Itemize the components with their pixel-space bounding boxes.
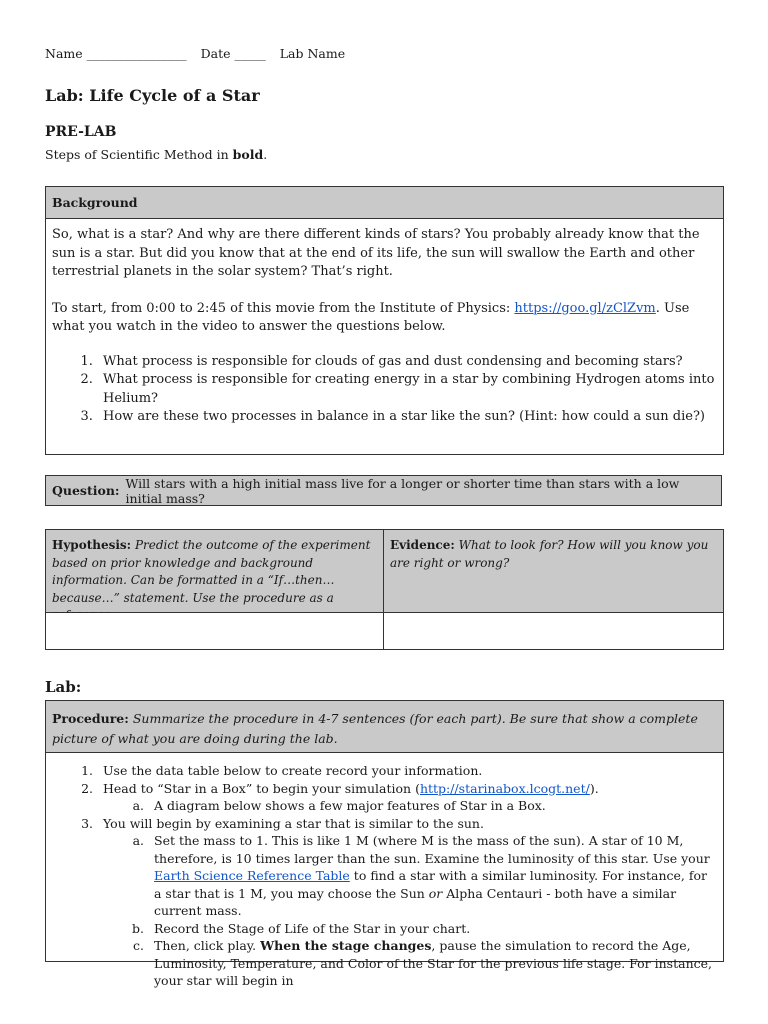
background-paragraph-1: So, what is a star? And why are there different kinds of stars? You probably already know that the sun is a star. But did you know that at the end of its life, the sun will swallow the Earth and other terrestrial planets in the solar system? That’s right. <box>52 227 700 279</box>
evidence-answer-cell[interactable] <box>384 613 723 649</box>
reference-table-link[interactable]: Earth Science Reference Table <box>154 868 350 883</box>
question-item: 1. What process is responsible for clouds of gas and dust condensing and becoming stars? <box>97 353 717 372</box>
procedure-box <box>45 700 724 988</box>
background-questions <box>52 353 717 427</box>
step-2a: a. A diagram below shows a few major features of Star in a Box. <box>148 797 717 815</box>
step-3c-pre: Then, click play. <box>154 938 261 953</box>
name-field[interactable]: Name ________________ <box>45 46 187 61</box>
procedure-body <box>46 753 723 990</box>
procedure-step-1: 1. Use the data table below to create record your information. <box>97 762 717 780</box>
step-3a-pre: Set the mass to 1. This is like 1 M (where M is the mass of the sun). A star of 10 M, therefore, is 10 times larger than the sun. Examine the luminosity of this star. Use your <box>154 833 710 866</box>
step-3-substeps <box>103 832 717 990</box>
step-2-substeps <box>103 797 717 815</box>
step-3a <box>148 832 717 920</box>
question-text: Will stars with a high initial mass live for a longer or shorter time than stars with a low initial mass? <box>125 475 680 506</box>
question-item: 3. How are these two processes in balance in a star like the sun? (Hint: how could a sun die?) <box>97 408 717 427</box>
procedure-label: Procedure: <box>52 711 129 726</box>
step-3b: b. Record the Stage of Life of the Star in your chart. <box>148 920 717 938</box>
hypothesis-evidence-table <box>45 529 724 650</box>
step-3c <box>148 937 717 990</box>
step-2-post: ). <box>589 780 599 796</box>
step-3c-post: , pause the simulation to record the Age, Luminosity, Temperature, and Color of the Star for the previous life stage. For instance, your star will begin in <box>154 938 712 988</box>
steps-note-text: Steps of Scientific Method in <box>45 147 233 162</box>
procedure-instructions: Summarize the procedure in 4-7 sentences (for each part). Be sure that show a complete picture of what you are doing during the lab. <box>52 711 698 746</box>
paragraph-2-pre: To start, from 0:00 to 2:45 of this movie from the Institute of Physics: <box>52 300 515 316</box>
date-field[interactable]: Date _____ <box>200 46 266 61</box>
step-3a-mid: to find a star with a similar luminosity. For instance, for a star that is 1 M, you may choose the Sun <box>154 868 707 901</box>
step-2-pre: Head to “Star in a Box” to begin your simulation ( <box>103 780 420 796</box>
background-paragraph-2 <box>52 300 717 337</box>
question-item: 2. What process is responsible for creating energy in a star by combining Hydrogen atoms into Helium? <box>97 371 717 408</box>
step-3-text: You will begin by examining a star that is similar to the sun. <box>103 815 484 831</box>
step-3c-bold: When the stage changes <box>260 938 432 953</box>
question-label: Question: <box>52 483 120 498</box>
background-box <box>45 186 724 455</box>
header-fields <box>45 46 355 61</box>
question-box <box>45 475 722 506</box>
hypothesis-header <box>46 530 384 613</box>
paragraph-2-post: . Use what you watch in the video to answer the questions below. <box>52 300 690 334</box>
video-link[interactable]: https://goo.gl/zClZvm <box>514 300 656 316</box>
hypothesis-label: Hypothesis: <box>52 538 132 552</box>
step-3a-or: or <box>428 885 443 901</box>
procedure-header <box>46 701 723 753</box>
procedure-steps <box>52 762 717 990</box>
hypothesis-instructions: Predict the outcome of the experiment based on prior knowledge and background information. Can be formatted in a “If…then…because…” statement. Use the procedure as a <box>52 538 371 605</box>
page-title: Lab: Life Cycle of a Star <box>45 86 260 105</box>
procedure-step-3 <box>97 815 717 990</box>
step-3a-end: Alpha Centauri - both have a similar current mass. <box>154 885 677 918</box>
evidence-label: Evidence: <box>390 538 455 552</box>
lab-name-field: Lab Name <box>279 46 346 61</box>
background-body <box>46 219 723 427</box>
hypothesis-answer-cell[interactable] <box>46 613 384 649</box>
evidence-header <box>384 530 723 613</box>
evidence-instructions: What to look for? How will you know you are right or wrong? <box>390 538 709 570</box>
background-heading: Background <box>46 187 723 219</box>
prelab-heading: PRE-LAB <box>45 124 117 140</box>
procedure-step-2 <box>97 780 717 815</box>
steps-note <box>45 147 267 162</box>
lab-heading: Lab: <box>45 678 82 696</box>
simulation-link[interactable]: http://starinabox.lcogt.net/ <box>419 780 590 796</box>
steps-note-bold: bold <box>232 147 264 162</box>
steps-note-end: . <box>263 147 268 162</box>
